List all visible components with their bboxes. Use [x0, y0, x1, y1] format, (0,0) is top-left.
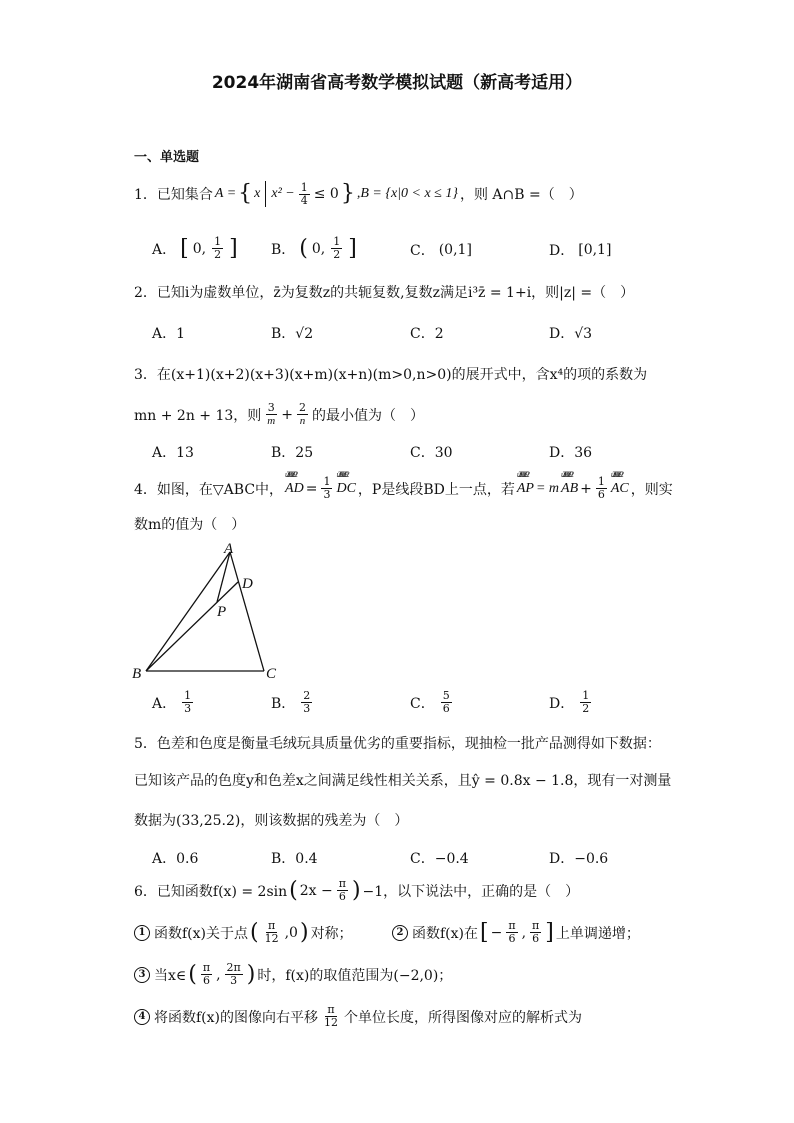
q5-option-c[interactable]: C．−0.4 — [410, 851, 469, 867]
q1-cond-pre: x² − — [271, 186, 295, 201]
q1-bar — [265, 181, 266, 207]
q5-option-a[interactable]: A．0.6 — [152, 851, 199, 867]
q3-option-b[interactable]: B．25 — [271, 445, 314, 461]
q1-setB: ,B = {x|0 < x ≤ 1} — [356, 186, 458, 201]
q6-statement-2[interactable]: 2 函数f(x)在 [ − $\frac{\pi}{6}$ , $\frac{\pi}{6}$ ] 上单调递增； — [392, 920, 640, 945]
vertex-d-label: D — [242, 576, 253, 592]
q1-setA-lhs: A = — [214, 186, 237, 201]
q3-option-d[interactable]: D．36 — [549, 445, 593, 461]
q4-option-d[interactable]: D． $\frac{1}{2}$ — [549, 689, 590, 715]
q6-statement-4[interactable]: 4 将函数f(x)的图像向右平移 $\frac{\pi}{12}$ 个单位长度，所得图像对应的解析式为 — [134, 1004, 582, 1029]
circled-number-2: 2 — [392, 925, 408, 941]
q5-option-d[interactable]: D．−0.6 — [549, 851, 609, 867]
segment-ac — [230, 552, 264, 671]
question-5-line2: 已知该产品的色度y和色差x之间满足线性相关关系，且ŷ = 0.8x − 1.8，现有一对测量 — [134, 773, 672, 789]
vertex-b-label: B — [132, 666, 142, 682]
triangle-figure — [130, 538, 290, 683]
vector-ap: u2190u2192 AP — [517, 481, 534, 497]
q1-brace-close: } — [340, 181, 355, 206]
segment-ap — [217, 552, 230, 602]
q2-option-d[interactable]: D．√3 — [549, 326, 593, 342]
question-6-line1: 6．已知函数f(x) = 2sin ( 2x − $\frac{\pi}{6}$ ) −1，以下说法中，正确的是（ ） — [134, 877, 580, 903]
segment-bd — [146, 582, 238, 671]
q2-option-b[interactable]: B．√2 — [271, 326, 314, 342]
point-p-label: P — [217, 604, 227, 620]
q5-option-b[interactable]: B．0.4 — [271, 851, 318, 867]
q1-option-c[interactable]: C． (0,1] — [410, 242, 472, 259]
q1-setA-var: x — [254, 186, 261, 201]
vector-ac: u2190u2192 AC — [611, 481, 629, 497]
q3-option-a[interactable]: A．13 — [152, 445, 194, 461]
page-title: 2024年湖南省高考数学模拟试题（新高考适用） — [211, 73, 583, 93]
vector-ab: u2190u2192 AB — [561, 481, 578, 497]
q1-suffix: ，则 A∩B =（ ） — [459, 187, 583, 203]
q2-option-a[interactable]: A．1 — [152, 326, 186, 342]
vector-ad: u2190u2192 AD — [285, 481, 304, 497]
circled-number-4: 4 — [134, 1009, 150, 1025]
question-2: 2．已知i为虚数单位，z̄为复数z的共轭复数,复数z满足i³z̄ = 1+i，则|z| =（ ） — [134, 285, 635, 301]
q6-statement-1[interactable]: 1 函数f(x)关于点 ( $\frac{\pi}{12}$ ,0 ) 对称； — [134, 920, 353, 945]
q1-option-d[interactable]: D． [0,1] — [549, 242, 612, 259]
section-heading: 一、单选题 — [134, 150, 200, 165]
circled-number-3: 3 — [134, 967, 150, 983]
question-4-line2: 数m的值为（ ） — [134, 517, 246, 533]
q1-prefix: 1．已知集合 — [134, 187, 213, 203]
q1-brace-open: { — [238, 181, 253, 206]
circled-number-1: 1 — [134, 925, 150, 941]
vertex-c-label: C — [266, 666, 277, 682]
q2-option-c[interactable]: C．2 — [410, 326, 444, 342]
q1-option-b[interactable]: B． ( 0, $\frac{1}{2}$ ] — [271, 235, 357, 261]
q4-option-a[interactable]: A． $\frac{1}{3}$ — [152, 689, 192, 715]
question-5-line3: 数据为(33,25.2)，则该数据的残差为（ ） — [134, 813, 409, 829]
question-3-line2: mn + 2n + 13，则 $\frac{3}{m}$ + $\frac{2}{n}$ 的最小值为（ ） — [134, 401, 424, 427]
vertex-a-label: A — [224, 541, 234, 557]
q4-option-c[interactable]: C． $\frac{5}{6}$ — [410, 689, 450, 715]
q3-option-c[interactable]: C．30 — [410, 445, 453, 461]
q1-option-a[interactable]: A． [ 0, $\frac{1}{2}$ ] — [152, 235, 238, 261]
q1-cond-post: ≤ 0 — [313, 186, 339, 202]
vector-dc: u2190u2192 DC — [336, 481, 355, 497]
question-4-line1: 4．如图，在▽ABC中， u2190u2192 AD = $\frac{1}{3}$ u2190u2192 DC ，P是线段BD上一点，若 u2190u2192 AP = m u2190u2192 AB + $\frac{1}{6}$ u2190u2192 AC ，则实 — [134, 476, 673, 501]
question-1 — [134, 181, 583, 207]
q4-option-b[interactable]: B． $\frac{2}{3}$ — [271, 689, 311, 715]
question-3-line1: 3．在(x+1)(x+2)(x+3)(x+m)(x+n)(m>0,n>0)的展开式中，含x⁴的项的系数为 — [134, 367, 648, 383]
q1-frac: $\frac{1}{4}$ — [300, 180, 308, 207]
q6-statement-3[interactable]: 3 当x∈ ( $\frac{\pi}{6}$ , $\frac{2\pi}{3}$ ) 时，f(x)的取值范围为(−2,0)； — [134, 962, 452, 987]
question-5-line1: 5．色差和色度是衡量毛绒玩具质量优劣的重要指标，现抽检一批产品测得如下数据： — [134, 736, 661, 752]
